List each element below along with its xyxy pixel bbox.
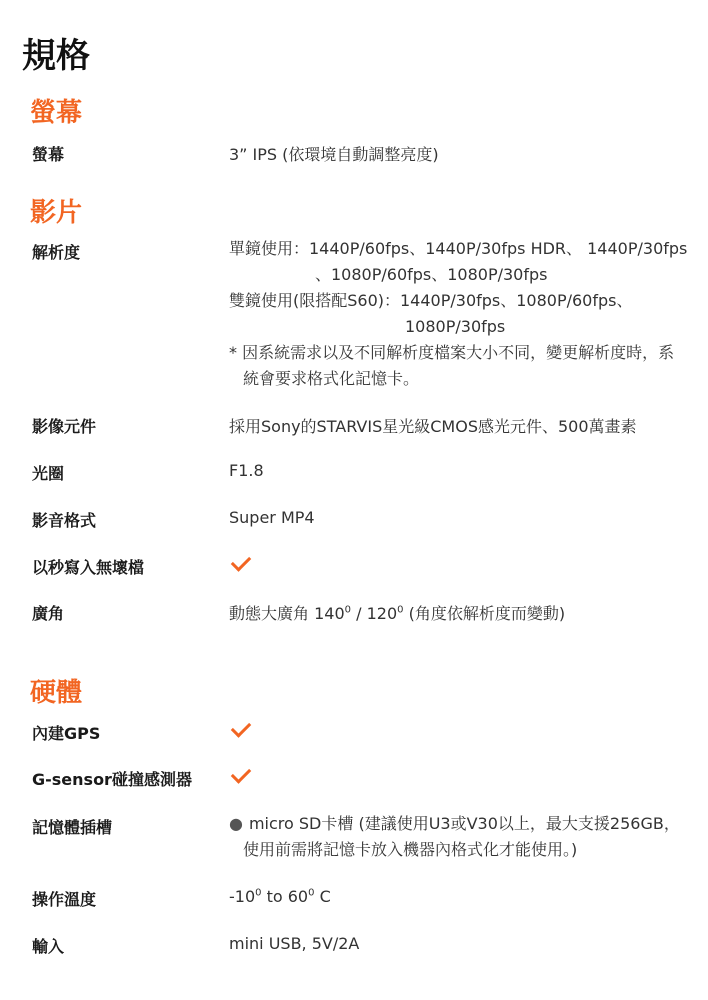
section-title-video: 影片 [30, 198, 83, 228]
spec-value-gps [229, 718, 250, 737]
angle-text: 動態大廣角 140 [229, 604, 345, 623]
spec-value-write [229, 552, 250, 571]
resolution-line: 雙鏡使用(限搭配S60)：1440P/30fps、1080P/60fps、 [229, 291, 633, 310]
spec-value-angle [229, 601, 565, 624]
section-title-hardware: 硬體 [30, 678, 83, 708]
temp-text: C [314, 887, 331, 906]
resolution-line: 、1080P/60fps、1080P/30fps [315, 265, 548, 284]
resolution-line: 單鏡使用：1440P/60fps、1440P/30fps HDR、 1440P/30fps [229, 239, 688, 258]
spec-value-temp [229, 887, 331, 906]
spec-label-input: 輸入 [32, 937, 65, 956]
spec-label-gps: 內建GPS [32, 724, 101, 743]
temp-text: -10 [229, 887, 256, 906]
spec-value-format: Super MP4 [229, 508, 315, 527]
spec-label-format: 影音格式 [32, 511, 97, 530]
spec-label-resolution: 解析度 [32, 243, 81, 262]
page-title: 規格 [22, 36, 90, 76]
bullet-icon: ● [229, 814, 243, 833]
check-icon [231, 763, 252, 784]
spec-value-resolution [229, 236, 687, 392]
spec-label-screen: 螢幕 [32, 145, 65, 164]
check-icon [231, 551, 252, 572]
angle-text: / 120 [351, 604, 398, 623]
spec-label-aperture: 光圈 [32, 464, 65, 483]
resolution-note: * 因系統需求以及不同解析度檔案大小不同，變更解析度時，系 [229, 343, 675, 362]
slot-text: micro SD卡槽 (建議使用U3或V30以上，最大支援256GB， [248, 814, 680, 833]
temp-text: to 60 [261, 887, 309, 906]
spec-label-slot: 記憶體插槽 [32, 818, 113, 837]
spec-label-angle: 廣角 [32, 604, 65, 623]
slot-line: 使用前需將記憶卡放入機器內格式化才能使用。) [243, 840, 578, 859]
spec-value-screen: 3” IPS (依環境自動調整亮度) [229, 145, 439, 164]
resolution-note: 統會要求格式化記憶卡。 [243, 369, 420, 388]
section-title-screen: 螢幕 [30, 98, 83, 128]
angle-text: (角度依解析度而變動) [403, 604, 566, 623]
degree-sup: 0 [308, 887, 315, 899]
spec-label-temp: 操作溫度 [32, 890, 97, 909]
spec-label-sensor: 影像元件 [32, 417, 97, 436]
spec-value-sensor: 採用Sony的STARVIS星光級CMOS感光元件、500萬畫素 [229, 417, 637, 436]
degree-sup: 0 [397, 604, 404, 616]
spec-value-slot [229, 811, 680, 863]
degree-sup: 0 [344, 604, 352, 616]
spec-label-gsensor: G-sensor碰撞感測器 [32, 770, 192, 789]
resolution-line: 1080P/30fps [405, 317, 506, 336]
spec-value-input: mini USB, 5V/2A [229, 934, 360, 953]
spec-value-aperture: F1.8 [229, 461, 264, 480]
spec-value-gsensor [229, 764, 250, 783]
spec-label-write: 以秒寫入無壞檔 [32, 558, 145, 577]
degree-sup: 0 [255, 887, 262, 899]
check-icon [231, 717, 252, 738]
slot-line [229, 811, 680, 837]
